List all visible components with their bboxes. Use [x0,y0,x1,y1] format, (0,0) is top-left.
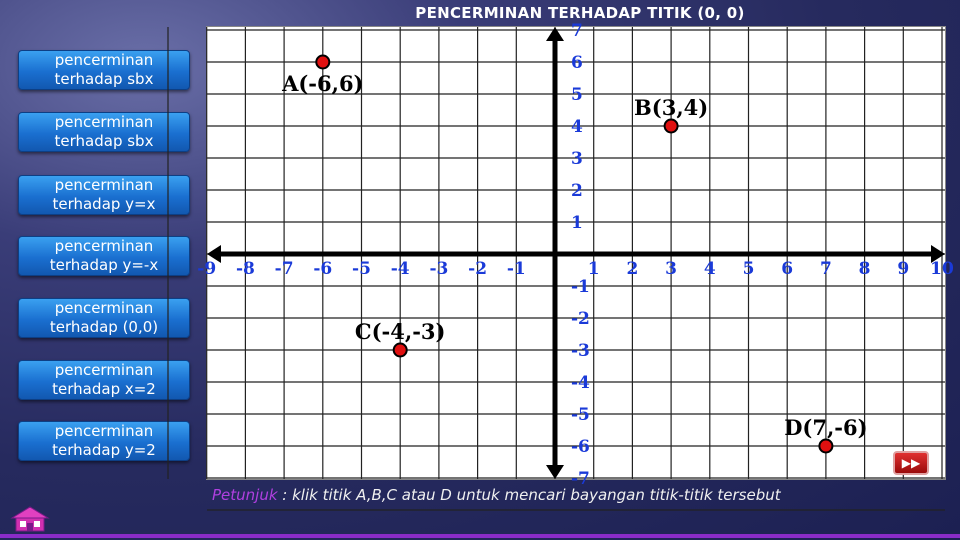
x-tick-label: 8 [858,259,871,279]
y-tick-label: 1 [571,213,583,233]
home-icon [8,504,52,534]
x-tick-label: -3 [429,259,449,279]
point-c[interactable] [394,344,407,357]
x-tick-label: 2 [626,259,639,279]
point-b[interactable] [665,120,678,133]
x-tick-label: -8 [235,259,255,279]
x-tick-label: 1 [587,259,600,279]
x-tick-label: 9 [897,259,910,279]
point-d[interactable] [819,440,832,453]
y-tick-label: -7 [571,469,590,489]
x-tick-label: 5 [742,259,755,279]
x-tick-label: 7 [819,259,832,279]
x-tick-label: -5 [352,259,371,279]
y-tick-label: -5 [571,405,590,425]
menu-button-6[interactable]: pencerminan terhadap x=2 [18,360,190,400]
y-tick-label: 6 [571,53,583,73]
menu-button-4[interactable]: pencerminan terhadap y=-x [18,236,190,276]
next-button[interactable] [893,451,929,475]
point-label-a[interactable]: A(-6,6) [282,71,364,96]
home-button[interactable] [8,504,52,534]
coordinate-grid [197,21,954,489]
y-axis-arrow-up [546,27,564,41]
hint-label: Petunjuk [212,486,278,504]
menu-button-2[interactable]: pencerminan terhadap sbx [18,112,190,152]
y-tick-label: -6 [571,437,590,457]
y-tick-label: 3 [571,149,583,169]
x-tick-label: 10 [930,259,954,279]
x-tick-label: -9 [197,259,217,279]
bottom-divider [0,534,960,538]
y-tick-label: -3 [571,341,590,361]
x-tick-label: -1 [506,259,526,279]
point-label-b[interactable]: B(3,4) [634,95,709,120]
menu-button-5[interactable]: pencerminan terhadap (0,0) [18,298,190,338]
y-tick-label: 5 [571,85,583,105]
y-tick-label: -2 [571,309,590,329]
fast-forward-icon: ▶▶ [901,456,921,470]
y-tick-label: 2 [571,181,583,201]
x-tick-label: 4 [703,259,716,279]
page-title: PENCERMINAN TERHADAP TITIK (0, 0) [415,4,745,22]
y-axis-arrow-down [546,465,564,479]
x-tick-label: 3 [665,259,678,279]
menu-button-7[interactable]: pencerminan terhadap y=2 [18,421,190,461]
x-tick-label: -4 [390,259,410,279]
point-label-c[interactable]: C(-4,-3) [354,319,446,344]
y-tick-label: 4 [571,117,583,137]
menu-button-3[interactable]: pencerminan terhadap y=x [18,175,190,215]
x-tick-label: 6 [781,259,794,279]
point-a[interactable] [316,56,329,69]
hint-text [212,486,781,504]
hint-body: : klik titik A,B,C atau D untuk mencari bayangan titik-titik tersebut [277,486,781,504]
x-tick-label: -6 [313,259,333,279]
x-tick-label: -7 [274,259,294,279]
point-label-d[interactable]: D(7,-6) [784,415,868,440]
x-tick-label: -2 [468,259,488,279]
y-tick-label: -4 [571,373,590,393]
y-tick-label: -1 [571,277,590,297]
coordinate-plot [197,21,954,489]
menu-button-1[interactable]: pencerminan terhadap sbx [18,50,190,90]
y-tick-label: 7 [571,21,583,41]
